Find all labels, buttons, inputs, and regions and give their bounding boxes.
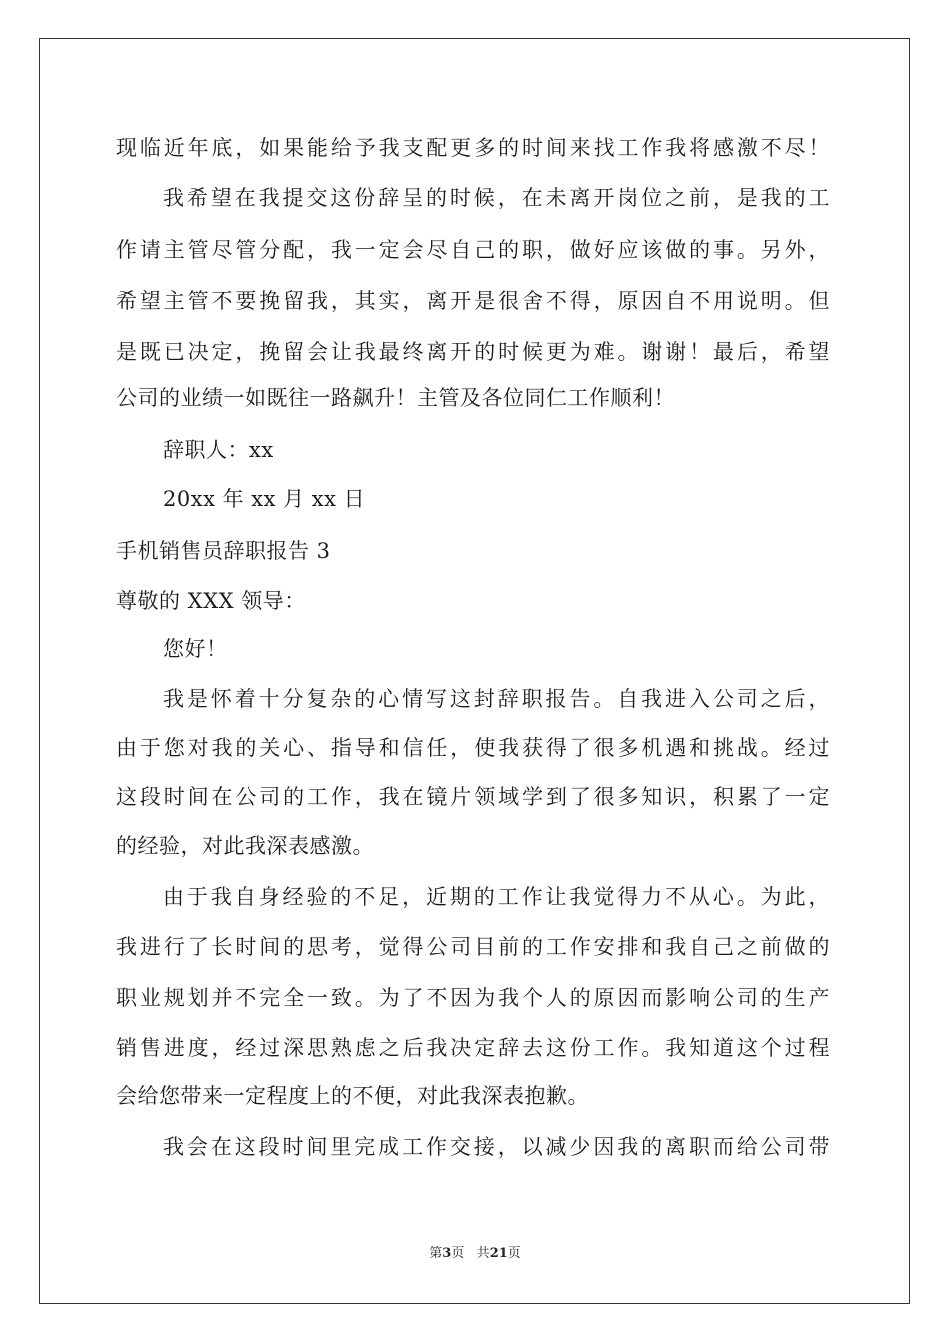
body-line: 我会在这段时间里完成工作交接，以减少因我的离职而给公司带 xyxy=(163,1135,830,1159)
body-line: 销售进度，经过深思熟虑之后我决定辞去这份工作。我知道这个过程 xyxy=(116,1036,830,1060)
body-line: 希望主管不要挽留我，其实，离开是很舍不得，原因自不用说明。但 xyxy=(116,289,830,313)
signature-line: 辞职人：xx xyxy=(163,438,274,462)
total-prefix: 共 xyxy=(476,1246,490,1261)
body-line: 是既已决定，挽留会让我最终离开的时候更为难。谢谢！最后，希望 xyxy=(116,340,830,364)
body-line: 会给您带来一定程度上的不便，对此我深表抱歉。 xyxy=(116,1084,589,1108)
body-line: 现临近年底，如果能给予我支配更多的时间来找工作我将感激不尽！ xyxy=(116,136,830,160)
body-line: 我进行了长时间的思考，觉得公司目前的工作安排和我自己之前做的 xyxy=(116,935,830,959)
body-line: 这段时间在公司的工作，我在镜片领域学到了很多知识，积累了一定 xyxy=(116,785,830,809)
body-line: 职业规划并不完全一致。为了不因为我个人的原因而影响公司的生产 xyxy=(116,986,830,1010)
body-line: 由于我自身经验的不足，近期的工作让我觉得力不从心。为此， xyxy=(163,885,830,909)
salutation: 尊敬的 XXX 领导： xyxy=(116,589,306,613)
body-line: 由于您对我的关心、指导和信任，使我获得了很多机遇和挑战。经过 xyxy=(116,736,830,760)
total-suffix: 页 xyxy=(507,1246,521,1261)
body-line: 我希望在我提交这份辞呈的时候，在未离开岗位之前，是我的工 xyxy=(163,186,830,210)
body-line: 的经验，对此我深表感激。 xyxy=(116,834,374,858)
body-line: 公司的业绩一如既往一路飙升！主管及各位同仁工作顺利！ xyxy=(116,386,675,410)
page-footer xyxy=(0,1244,950,1264)
body-line: 我是怀着十分复杂的心情写这封辞职报告。自我进入公司之后， xyxy=(163,687,830,711)
greeting: 您好！ xyxy=(163,637,228,661)
body-line: 作请主管尽管分配，我一定会尽自己的职，做好应该做的事。另外， xyxy=(116,238,830,262)
page-border xyxy=(39,38,910,1304)
total-page-count: 21 xyxy=(489,1246,508,1261)
current-page-number: 3 xyxy=(442,1246,452,1261)
page-suffix: 页 xyxy=(451,1246,465,1261)
date-line: 20xx 年 xx 月 xx 日 xyxy=(163,487,366,511)
page-prefix: 第 xyxy=(429,1246,443,1261)
section-title: 手机销售员辞职报告 3 xyxy=(116,539,331,563)
